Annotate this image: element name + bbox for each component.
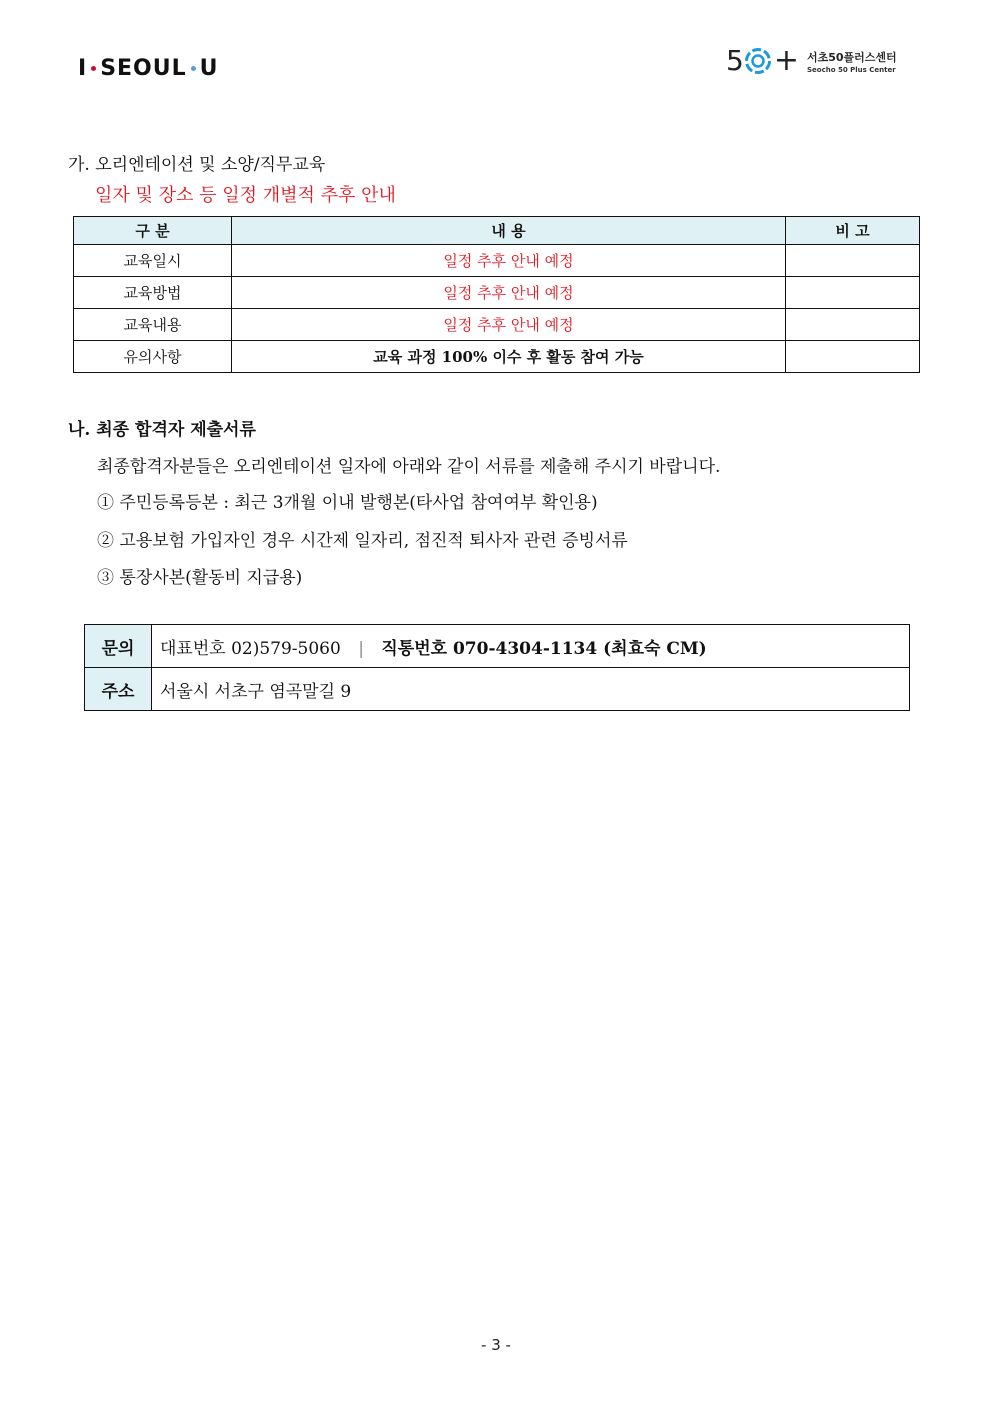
row-category: 유의사항 [74, 341, 232, 373]
separator: | [358, 638, 364, 659]
row-remark [786, 341, 920, 373]
education-table [73, 216, 920, 373]
logo-plus: + [773, 43, 799, 78]
table-row [74, 309, 920, 341]
inquiry-value [152, 625, 910, 668]
section-a-note: 일자 및 장소 등 일정 개별적 추후 안내 [95, 185, 396, 206]
header-content: 내 용 [232, 217, 786, 245]
header-remark: 비 고 [786, 217, 920, 245]
logo-dot-blue [191, 66, 196, 71]
address-value: 서울시 서초구 염곡말길 9 [152, 668, 910, 711]
logo-english-name: Seocho 50 Plus Center [806, 65, 896, 74]
table-row [74, 341, 920, 373]
target-ring-icon [744, 47, 772, 75]
row-remark [786, 245, 920, 277]
logo-text-seoul: SEOUL [100, 56, 187, 81]
contact-row-address [85, 668, 910, 711]
i-seoul-u-logo [78, 56, 219, 81]
table-row [74, 277, 920, 309]
direct-phone: 직통번호 070-4304-1134 (최효숙 CM) [381, 638, 707, 659]
table-header-row [74, 217, 920, 245]
contact-table [84, 624, 910, 711]
logo-text-i: I [78, 56, 88, 81]
logo-dot-red [91, 66, 96, 71]
main-phone: 대표번호 02)579-5060 [160, 638, 341, 659]
page-number: - 3 - [481, 1336, 511, 1354]
row-content: 일정 추후 안내 예정 [232, 309, 786, 341]
document-item-3: ③ 통장사본(활동비 지급용) [97, 568, 303, 588]
document-item-2: ② 고용보험 가입자인 경우 시간제 일자리, 점진적 퇴사자 관련 증빙서류 [97, 531, 628, 551]
section-b-intro: 최종합격자분들은 오리엔테이션 일자에 아래와 같이 서류를 제출해 주시기 바랍니다. [97, 457, 721, 477]
section-a-title: 가. 오리엔테이션 및 소양/직무교육 [68, 155, 326, 175]
header-category: 구 분 [74, 217, 232, 245]
table-row [74, 245, 920, 277]
address-label: 주소 [85, 668, 152, 711]
row-remark [786, 309, 920, 341]
logo-korean-name: 서초50플러스센터 [806, 50, 897, 64]
inquiry-label: 문의 [85, 625, 152, 668]
section-b-title: 나. 최종 합격자 제출서류 [68, 420, 256, 440]
row-category: 교육방법 [74, 277, 232, 309]
row-content: 일정 추후 안내 예정 [232, 277, 786, 309]
seocho-50-plus-logo [726, 43, 897, 78]
row-category: 교육내용 [74, 309, 232, 341]
document-item-1: ① 주민등록등본 : 최근 3개월 이내 발행본(타사업 참여여부 확인용) [97, 493, 598, 513]
logo-text-u: U [199, 56, 219, 81]
contact-row-inquiry [85, 625, 910, 668]
row-remark [786, 277, 920, 309]
row-content: 일정 추후 안내 예정 [232, 245, 786, 277]
row-content: 교육 과정 100% 이수 후 활동 참여 가능 [232, 341, 786, 373]
row-category: 교육일시 [74, 245, 232, 277]
logo-number: 5 [726, 44, 744, 77]
